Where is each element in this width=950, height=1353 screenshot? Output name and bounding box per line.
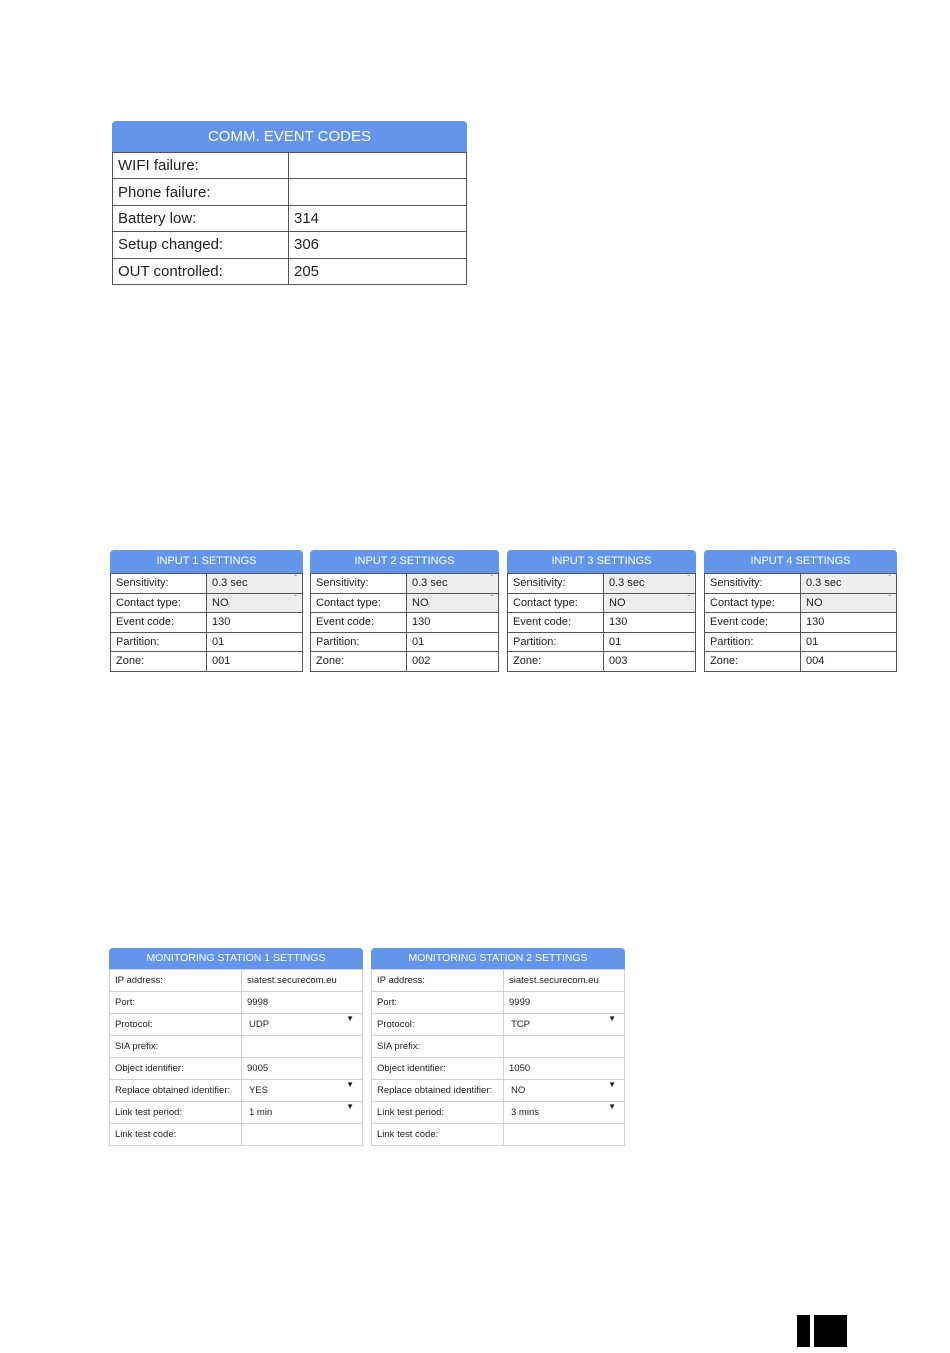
table-row <box>705 613 897 633</box>
chevron-down-icon: ˇ <box>490 593 493 603</box>
page-marker <box>797 1315 847 1347</box>
table-row <box>110 1102 363 1124</box>
partition-label: Partition: <box>705 632 801 652</box>
phone-failure-field[interactable] <box>289 179 467 205</box>
table-row <box>311 613 499 633</box>
contact-type-select[interactable] <box>207 593 303 613</box>
comm-event-codes-panel <box>112 121 467 285</box>
link-code-label: Link test code: <box>110 1124 242 1146</box>
table-row <box>113 258 467 284</box>
out-controlled-label: OUT controlled: <box>113 258 289 284</box>
table-row <box>311 593 499 613</box>
input-2-title: INPUT 2 SETTINGS <box>310 550 499 573</box>
port-field[interactable]: 9999 <box>504 992 625 1014</box>
sensitivity-select[interactable] <box>801 574 897 594</box>
table-row <box>508 652 696 672</box>
sensitivity-value: 0.3 sec <box>609 577 645 590</box>
monitoring-station-1-table <box>109 969 363 1146</box>
triangle-down-icon: ▼ <box>608 1102 616 1111</box>
sensitivity-label: Sensitivity: <box>508 574 604 594</box>
link-period-select[interactable] <box>504 1102 625 1124</box>
replace-id-value: YES <box>249 1085 269 1096</box>
table-row <box>311 632 499 652</box>
partition-field[interactable]: 01 <box>207 632 303 652</box>
protocol-select[interactable] <box>242 1014 363 1036</box>
ip-field[interactable]: siatest.securecom.eu <box>242 970 363 992</box>
table-row <box>110 1058 363 1080</box>
event-code-field[interactable]: 130 <box>801 613 897 633</box>
chevron-down-icon: ˇ <box>687 593 690 603</box>
out-controlled-field[interactable]: 205 <box>289 258 467 284</box>
zone-label: Zone: <box>111 652 207 672</box>
input-2-settings-panel <box>310 550 499 672</box>
protocol-label: Protocol: <box>372 1014 504 1036</box>
sensitivity-value: 0.3 sec <box>806 577 842 590</box>
comm-event-codes-title: COMM. EVENT CODES <box>112 121 467 152</box>
sensitivity-value: 0.3 sec <box>212 577 248 590</box>
table-row <box>508 632 696 652</box>
contact-type-value: NO <box>609 596 626 609</box>
table-row <box>372 992 625 1014</box>
sensitivity-select[interactable] <box>407 574 499 594</box>
monitoring-station-1-panel <box>109 948 363 1146</box>
link-period-label: Link test period: <box>110 1102 242 1124</box>
port-label: Port: <box>110 992 242 1014</box>
event-code-field[interactable]: 130 <box>604 613 696 633</box>
ip-label: IP address: <box>372 970 504 992</box>
battery-low-field[interactable]: 314 <box>289 205 467 231</box>
event-code-label: Event code: <box>111 613 207 633</box>
table-row <box>372 1036 625 1058</box>
replace-id-label: Replace obtained identifier: <box>372 1080 504 1102</box>
zone-label: Zone: <box>508 652 604 672</box>
phone-failure-label: Phone failure: <box>113 179 289 205</box>
protocol-label: Protocol: <box>110 1014 242 1036</box>
ip-field[interactable]: siatest.securecom.eu <box>504 970 625 992</box>
sensitivity-label: Sensitivity: <box>311 574 407 594</box>
table-row <box>111 593 303 613</box>
replace-id-select[interactable] <box>242 1080 363 1102</box>
triangle-down-icon: ▼ <box>346 1102 354 1111</box>
table-row <box>508 613 696 633</box>
input-4-table <box>704 573 897 672</box>
table-row <box>110 970 363 992</box>
protocol-value: TCP <box>511 1019 530 1030</box>
zone-label: Zone: <box>705 652 801 672</box>
chevron-down-icon: ˇ <box>490 574 493 583</box>
link-period-label: Link test period: <box>372 1102 504 1124</box>
object-id-field[interactable]: 9005 <box>242 1058 363 1080</box>
link-code-field[interactable] <box>242 1124 363 1146</box>
table-row <box>111 574 303 594</box>
replace-id-label: Replace obtained identifier: <box>110 1080 242 1102</box>
contact-type-select[interactable] <box>604 593 696 613</box>
input-1-title: INPUT 1 SETTINGS <box>110 550 303 573</box>
chevron-down-icon: ˇ <box>687 574 690 583</box>
chevron-down-icon: ˇ <box>888 593 891 603</box>
sensitivity-value: 0.3 sec <box>412 577 448 590</box>
sia-prefix-field[interactable] <box>242 1036 363 1058</box>
triangle-down-icon: ▼ <box>608 1080 616 1089</box>
event-code-field[interactable]: 130 <box>207 613 303 633</box>
setup-changed-label: Setup changed: <box>113 232 289 258</box>
link-period-value: 1 min <box>249 1107 273 1118</box>
table-row <box>372 1080 625 1102</box>
link-code-label: Link test code: <box>372 1124 504 1146</box>
triangle-down-icon: ▼ <box>346 1080 354 1089</box>
zone-field[interactable]: 003 <box>604 652 696 672</box>
port-label: Port: <box>372 992 504 1014</box>
input-3-table <box>507 573 696 672</box>
sia-prefix-label: SIA prefix: <box>372 1036 504 1058</box>
link-period-value: 3 mins <box>511 1107 539 1118</box>
sia-prefix-label: SIA prefix: <box>110 1036 242 1058</box>
table-row <box>111 652 303 672</box>
table-row <box>111 632 303 652</box>
table-row <box>311 574 499 594</box>
table-row <box>372 1102 625 1124</box>
zone-field[interactable]: 001 <box>207 652 303 672</box>
table-row <box>110 1124 363 1146</box>
input-1-table <box>110 573 303 672</box>
zone-field[interactable]: 002 <box>407 652 499 672</box>
table-row <box>508 593 696 613</box>
contact-type-value: NO <box>806 596 823 609</box>
zone-field[interactable]: 004 <box>801 652 897 672</box>
sensitivity-label: Sensitivity: <box>111 574 207 594</box>
contact-type-label: Contact type: <box>705 593 801 613</box>
table-row <box>110 1014 363 1036</box>
event-code-label: Event code: <box>311 613 407 633</box>
monitoring-station-2-panel <box>371 948 625 1146</box>
table-row <box>311 652 499 672</box>
object-id-field[interactable]: 1050 <box>504 1058 625 1080</box>
table-row <box>705 593 897 613</box>
replace-id-select[interactable] <box>504 1080 625 1102</box>
partition-field[interactable]: 01 <box>407 632 499 652</box>
wifi-failure-field[interactable] <box>289 153 467 179</box>
chevron-down-icon: ˇ <box>294 574 297 583</box>
input-3-settings-panel <box>507 550 696 672</box>
table-row <box>372 1014 625 1036</box>
sia-prefix-field[interactable] <box>504 1036 625 1058</box>
contact-type-value: NO <box>212 596 229 609</box>
monitoring-station-2-title: MONITORING STATION 2 SETTINGS <box>371 948 625 969</box>
contact-type-value: NO <box>412 596 429 609</box>
input-4-title: INPUT 4 SETTINGS <box>704 550 897 573</box>
table-row <box>372 970 625 992</box>
link-code-field[interactable] <box>504 1124 625 1146</box>
ip-label: IP address: <box>110 970 242 992</box>
table-row <box>113 232 467 258</box>
event-code-field[interactable]: 130 <box>407 613 499 633</box>
setup-changed-field[interactable]: 306 <box>289 232 467 258</box>
event-code-label: Event code: <box>508 613 604 633</box>
contact-type-label: Contact type: <box>311 593 407 613</box>
contact-type-select[interactable] <box>801 593 897 613</box>
partition-label: Partition: <box>111 632 207 652</box>
partition-label: Partition: <box>311 632 407 652</box>
monitoring-station-1-title: MONITORING STATION 1 SETTINGS <box>109 948 363 969</box>
event-code-label: Event code: <box>705 613 801 633</box>
monitoring-station-2-table <box>371 969 625 1146</box>
input-1-settings-panel <box>110 550 303 672</box>
chevron-down-icon: ˇ <box>888 574 891 583</box>
table-row <box>110 1036 363 1058</box>
protocol-value: UDP <box>249 1019 270 1030</box>
chevron-down-icon: ˇ <box>294 593 297 603</box>
protocol-select[interactable] <box>504 1014 625 1036</box>
partition-field[interactable]: 01 <box>604 632 696 652</box>
table-row <box>113 179 467 205</box>
contact-type-label: Contact type: <box>111 593 207 613</box>
table-row <box>705 632 897 652</box>
table-row <box>705 574 897 594</box>
battery-low-label: Battery low: <box>113 205 289 231</box>
table-row <box>110 1080 363 1102</box>
table-row <box>113 153 467 179</box>
triangle-down-icon: ▼ <box>346 1014 354 1023</box>
contact-type-select[interactable] <box>407 593 499 613</box>
partition-field[interactable]: 01 <box>801 632 897 652</box>
partition-label: Partition: <box>508 632 604 652</box>
table-row <box>372 1058 625 1080</box>
table-row <box>113 205 467 231</box>
zone-label: Zone: <box>311 652 407 672</box>
input-4-settings-panel <box>704 550 897 672</box>
input-2-table <box>310 573 499 672</box>
input-3-title: INPUT 3 SETTINGS <box>507 550 696 573</box>
object-id-label: Object identifier: <box>372 1058 504 1080</box>
sensitivity-label: Sensitivity: <box>705 574 801 594</box>
replace-id-value: NO <box>511 1085 526 1096</box>
comm-event-codes-table <box>112 152 467 285</box>
sensitivity-select[interactable] <box>207 574 303 594</box>
wifi-failure-label: WIFI failure: <box>113 153 289 179</box>
object-id-label: Object identifier: <box>110 1058 242 1080</box>
table-row <box>111 613 303 633</box>
table-row <box>508 574 696 594</box>
table-row <box>110 992 363 1014</box>
triangle-down-icon: ▼ <box>608 1014 616 1023</box>
sensitivity-select[interactable] <box>604 574 696 594</box>
table-row <box>705 652 897 672</box>
table-row <box>372 1124 625 1146</box>
contact-type-label: Contact type: <box>508 593 604 613</box>
link-period-select[interactable] <box>242 1102 363 1124</box>
port-field[interactable]: 9998 <box>242 992 363 1014</box>
